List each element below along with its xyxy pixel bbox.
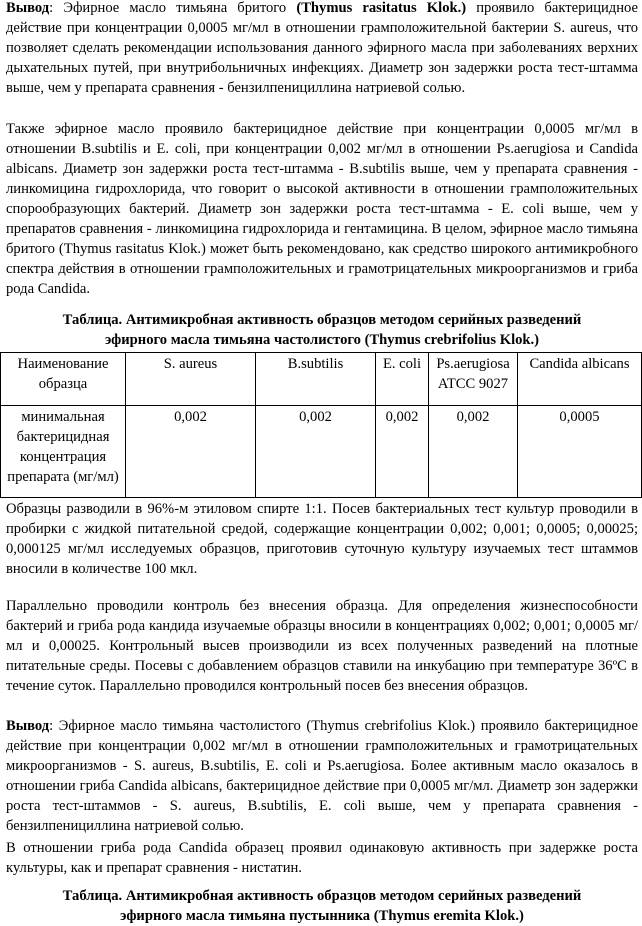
header-s-aureus: S. aureus bbox=[126, 353, 256, 406]
header-sample-name: Наименование образца bbox=[1, 353, 126, 406]
value-candida-albicans: 0,0005 bbox=[518, 406, 642, 498]
value-e-coli: 0,002 bbox=[376, 406, 429, 498]
header-e-coli: E. coli bbox=[376, 353, 429, 406]
conclusion-paragraph-2: Вывод: Эфирное масло тимьяна частолистого (Thymus crebrifolius Klok.) проявило бактерицидное действие при концентрации 0,002 мг/мл в отношении грамположительных и грамотрицательных микроорганизмов - S. aureus, B.subtilis, E. coli и Ps.aerugiosa. Более активным масло оказалось в отношении гриба Candida albicans, бактерицидное действие при 0,0005 мг/мл. Диаметр зон задержки роста тест-штаммов - S. aureus, B.subtilis, E. coli выше, чем у препарата сравнения - бензилпенициллина натриевой солью. bbox=[6, 718, 638, 834]
value-b-subtilis: 0,002 bbox=[256, 406, 376, 498]
paragraph-3: Образцы разводили в 96%-м этиловом спирте 1:1. Посев бактериальных тест культур проводили в пробирки с жидкой питательной средой, содержащие концентрации 0,002; 0,001; 0,0005; 0,00025; 0,000125 мг/мл исследуемых образцов, приготовив суточную культуру изучаемых тест штаммов вносили в количестве 100 мкл. bbox=[6, 501, 638, 577]
species-name: (Thymus rasitatus Klok.) bbox=[296, 0, 467, 16]
conclusion-lead: Вывод bbox=[6, 0, 50, 16]
paragraph-6: В отношении гриба рода Candida образец проявил одинаковую активность при задержке роста культуры, как и препарат сравнения - нистатин. bbox=[6, 840, 638, 876]
header-b-subtilis: B.subtilis bbox=[256, 353, 376, 406]
table-row bbox=[1, 406, 642, 498]
value-s-aureus: 0,002 bbox=[126, 406, 256, 498]
paragraph-2: Также эфирное масло проявило бактерицидное действие при концентрации 0,0005 мг/мл в отношении B.subtilis и E. coli, при концентрации 0,002 мг/мл в отношении Ps.aerugiosa и Candida albicans. Диаметр зон задержки роста тест-штамма - B.subtilis выше, чем у препарата сравнения - линкомицина гидрохлорида, что говорит о высокой активности в отношении грамположительных спорообразующих бактерий. Диаметр зон задержки роста тест-штамма - E. coli выше, чем у препаратов сравнения - линкомицина гидрохлорида и гентамицина. В целом, эфирное масло тимьяна бритого (Thymus rasitatus Klok.) может быть рекомендовано, как средство широкого антимикробного спектра действия в отношении грамположительных и грамотрицательных микроорганизмов и гриба рода Candida. bbox=[6, 121, 638, 297]
row-label: минимальная бактерицидная концентрация препарата (мг/мл) bbox=[1, 406, 126, 498]
conclusion-paragraph-1: Вывод: Эфирное масло тимьяна бритого (Thymus rasitatus Klok.) проявило бактерицидное действие при концентрации 0,0005 мг/мл в отношении грамположительной бактерии S. aureus, что позволяет сделать рекомендации использования данного эфирного масла при заболеваниях верхних дыхательных путей, при внутрибольничных инфекциях. Диаметр зон задержки роста тест-штамма выше, чем у препарата сравнения - бензилпенициллина натриевой солью. bbox=[6, 0, 638, 96]
header-candida-albicans: Candida albicans bbox=[518, 353, 642, 406]
header-ps-aerugiosa: Ps.aerugiosa ATCC 9027 bbox=[429, 353, 518, 406]
conclusion-lead: Вывод bbox=[6, 718, 50, 734]
table-header-row bbox=[1, 353, 642, 406]
antimicrobial-table bbox=[0, 352, 642, 498]
value-ps-aerugiosa: 0,002 bbox=[429, 406, 518, 498]
paragraph-4: Параллельно проводили контроль без внесения образца. Для определения жизнеспособности бактерий и гриба рода кандида изучаемые образцы вносили в концентрациях 0,002; 0,001; 0,0005 мг/мл и 0,00025. Контрольный высев производили из всех полученных разведений на плотные питательные среды. Посевы с добавлением образцов ставили на инкубацию при температуре 36ºС в течение суток. Параллельно проводился контрольный посев без внесения образцов. bbox=[6, 598, 638, 694]
table-2-caption: Таблица. Антимикробная активность образцов методом серийных разведений эфирного масла тимьяна пустынника (Thymus eremita Klok.) bbox=[62, 888, 582, 924]
table-1-caption: Таблица. Антимикробная активность образцов методом серийных разведений эфирного масла тимьяна частолистого (Thymus crebrifolius Klok.) bbox=[62, 312, 582, 348]
